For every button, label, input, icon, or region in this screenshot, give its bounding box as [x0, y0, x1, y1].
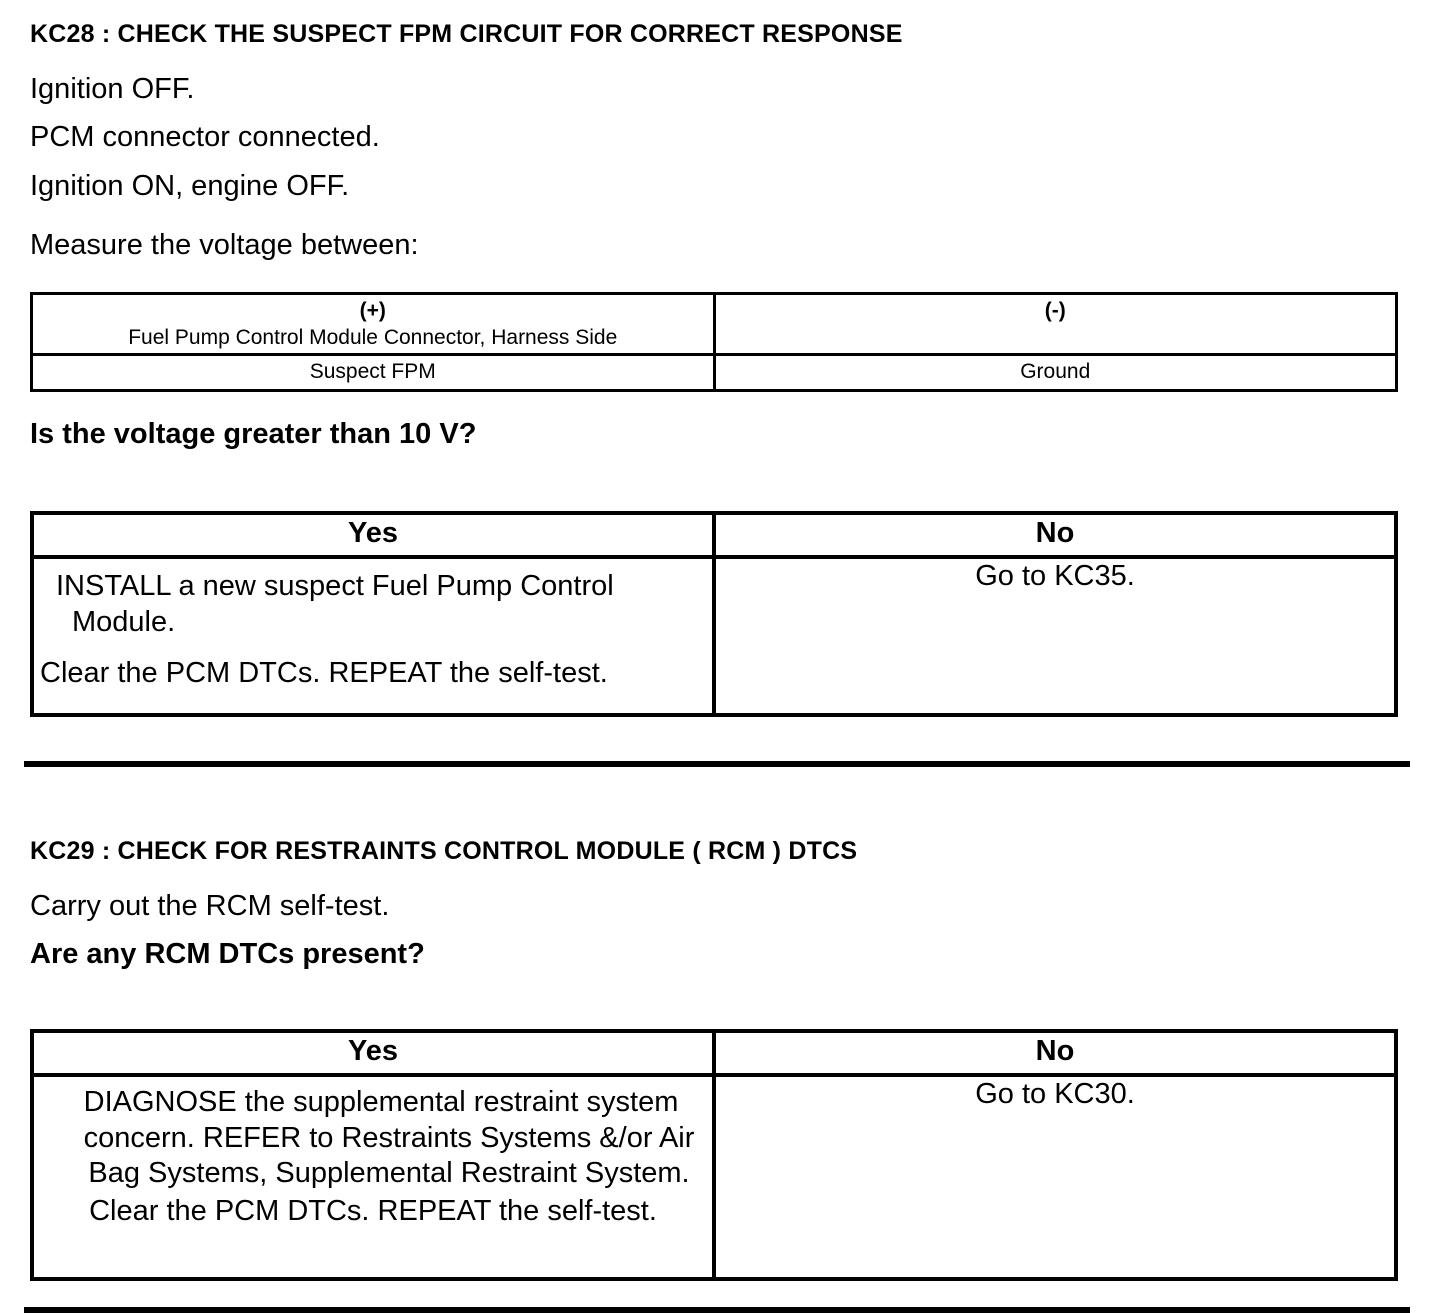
kc28-no-header-cell: No [714, 513, 1396, 557]
kc28-step-2: PCM connector connected. [30, 121, 380, 154]
measure-minus-header-cell [714, 294, 1397, 355]
section-divider-1 [24, 761, 1410, 767]
section-kc28 [30, 20, 1398, 717]
kc29-title: KC29 : CHECK FOR RESTRAINTS CONTROL MODULE ( RCM ) DTCS [30, 837, 858, 866]
measure-minus-value-cell: Ground [714, 354, 1397, 390]
kc28-step-1: Ignition OFF. [30, 73, 195, 105]
kc29-yes-action-2: Clear the PCM DTCs. REPEAT the self-test. [89, 1194, 657, 1227]
kc28-decision-body-row [32, 557, 1396, 715]
kc28-yes-action-1: INSTALL a new suspect Fuel Pump Control Module. [56, 570, 614, 638]
section-kc29 [30, 837, 1398, 1281]
kc29-yes-action-cell [32, 1075, 714, 1279]
kc28-decision-header-row [32, 513, 1396, 557]
kc29-no-header-cell: No [714, 1031, 1396, 1075]
measure-table-header-row [32, 294, 1397, 355]
kc29-decision-header-row [32, 1031, 1396, 1075]
kc29-yes-action-1: DIAGNOSE the supplemental restraint system concern. REFER to Restraints Systems &/or Air Bag Systems, Supplemental Restraint System. [83, 1086, 695, 1190]
kc28-yes-header-cell: Yes [32, 513, 714, 557]
kc29-decision-table [30, 1029, 1398, 1281]
kc28-title: KC28 : CHECK THE SUSPECT FPM CIRCUIT FOR CORRECT RESPONSE [30, 20, 903, 48]
minus-symbol-label: (-) [1044, 299, 1066, 323]
kc28-step-3: Ignition ON, engine OFF. [30, 169, 350, 202]
plus-subheader-label: Fuel Pump Control Module Connector, Harness Side [128, 325, 618, 349]
measure-plus-value-cell: Suspect FPM [32, 354, 715, 390]
kc28-no-action-cell: Go to KC35. [714, 557, 1396, 715]
document-page [30, 20, 1398, 1313]
kc29-question: Are any RCM DTCs present? [30, 938, 425, 971]
measure-table-value-row [32, 354, 1397, 390]
kc28-decision-table [30, 511, 1398, 717]
plus-symbol-label: (+) [359, 299, 386, 323]
kc28-yes-action-2: Clear the PCM DTCs. REPEAT the self-test. [40, 656, 608, 689]
kc28-yes-action-cell [32, 557, 714, 715]
kc29-decision-body-row [32, 1075, 1396, 1279]
section-divider-2 [24, 1307, 1410, 1313]
kc29-no-action-cell: Go to KC30. [714, 1075, 1396, 1279]
kc29-yes-header-cell: Yes [32, 1031, 714, 1075]
kc28-measure-table [30, 292, 1398, 392]
measure-plus-header-cell [32, 294, 715, 355]
kc28-step-4: Measure the voltage between: [30, 229, 419, 262]
kc28-question: Is the voltage greater than 10 V? [30, 418, 477, 451]
kc29-step-1: Carry out the RCM self-test. [30, 890, 390, 923]
